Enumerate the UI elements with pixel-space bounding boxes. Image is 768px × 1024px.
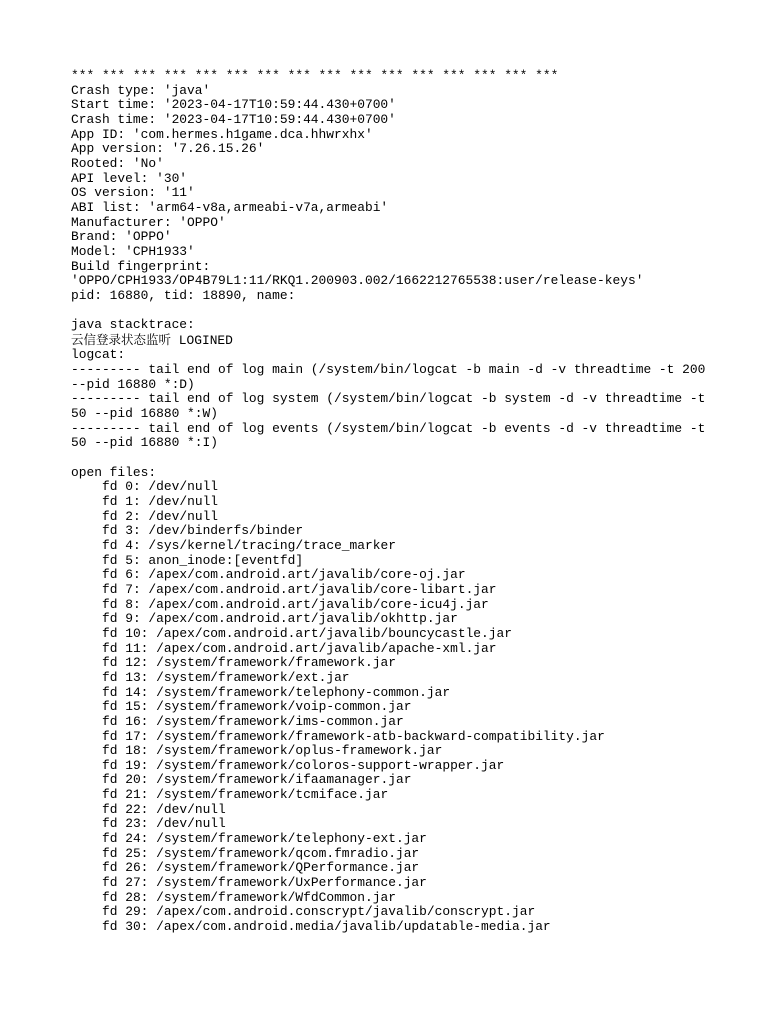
crash-info-line: Crash type: 'java' [71, 82, 211, 98]
open-file-entry: fd 10: /apex/com.android.art/javalib/bouncycastle.jar [102, 625, 512, 641]
open-file-entry: fd 24: /system/framework/telephony-ext.jar [102, 831, 427, 847]
crash-info-line: Crash time: '2023-04-17T10:59:44.430+0700' [71, 111, 396, 127]
crash-report-document [71, 69, 751, 935]
crash-info-line: Brand: 'OPPO' [71, 229, 172, 245]
open-file-entry: fd 8: /apex/com.android.art/javalib/core-icu4j.jar [102, 596, 489, 612]
separator-line: *** *** *** *** *** *** *** *** *** *** *** *** *** *** *** *** [71, 68, 559, 83]
stacktrace-label: java stacktrace: [71, 317, 195, 333]
open-file-entry: fd 16: /system/framework/ims-common.jar [102, 713, 404, 729]
logcat-line: --------- tail end of log main (/system/bin/logcat -b main -d -v threadtime -t 200 [71, 362, 706, 378]
blank-line [71, 451, 751, 466]
blank-line [71, 304, 751, 319]
crash-info-line: OS version: '11' [71, 185, 195, 201]
open-file-entry: fd 23: /dev/null [102, 816, 226, 832]
open-file-entry: fd 11: /apex/com.android.art/javalib/apache-xml.jar [102, 640, 497, 656]
open-file-entry: fd 3: /dev/binderfs/binder [102, 523, 304, 539]
crash-info-line: App version: '7.26.15.26' [71, 141, 265, 157]
logcat-block [71, 363, 751, 451]
open-file-entry: fd 0: /dev/null [102, 479, 219, 495]
open-file-entry: fd 6: /apex/com.android.art/javalib/core-oj.jar [102, 567, 466, 583]
open-file-entry: fd 30: /apex/com.android.media/javalib/updatable-media.jar [102, 919, 551, 935]
crash-info-line: Model: 'CPH1933' [71, 243, 195, 259]
open-files-list [71, 480, 751, 934]
crash-info-line: 'OPPO/CPH1933/OP4B79L1:11/RKQ1.200903.002/1662212765538:user/release-keys' [71, 273, 644, 289]
open-file-entry: fd 27: /system/framework/UxPerformance.jar [102, 875, 427, 891]
crash-info-line: Build fingerprint: [71, 258, 211, 274]
logcat-line: 50 --pid 16880 *:W) [71, 406, 218, 422]
open-file-entry: fd 14: /system/framework/telephony-common.jar [102, 684, 451, 700]
open-file-entry: fd 15: /system/framework/voip-common.jar [102, 699, 412, 715]
crash-info-line: App ID: 'com.hermes.h1game.dca.hhwrxhx' [71, 126, 373, 142]
logcat-label: logcat: [71, 347, 126, 363]
crash-info-block [71, 84, 751, 304]
open-file-entry: fd 2: /dev/null [102, 508, 219, 524]
open-file-entry: fd 13: /system/framework/ext.jar [102, 669, 350, 685]
open-file-entry: fd 7: /apex/com.android.art/javalib/core-libart.jar [102, 581, 497, 597]
crash-info-line: API level: '30' [71, 170, 188, 186]
logcat-line: --pid 16880 *:D) [71, 376, 195, 392]
crash-info-line: Manufacturer: 'OPPO' [71, 214, 226, 230]
open-file-entry: fd 20: /system/framework/ifaamanager.jar [102, 772, 412, 788]
logcat-line: 50 --pid 16880 *:I) [71, 435, 218, 451]
stacktrace-message-cjk: 云信登录状态监听 [71, 331, 172, 347]
open-file-entry: fd 26: /system/framework/QPerformance.jar [102, 860, 420, 876]
open-file-entry: fd 12: /system/framework/framework.jar [102, 655, 396, 671]
open-file-entry: fd 21: /system/framework/tcmiface.jar [102, 787, 389, 803]
logcat-line: --------- tail end of log events (/system/bin/logcat -b events -d -v threadtime -t [71, 420, 706, 436]
open-file-entry: fd 19: /system/framework/coloros-support-wrapper.jar [102, 757, 505, 773]
open-file-entry: fd 1: /dev/null [102, 494, 219, 509]
crash-info-line: pid: 16880, tid: 18890, name: [71, 287, 296, 303]
logcat-line: --------- tail end of log system (/system/bin/logcat -b system -d -v threadtime -t [71, 391, 706, 407]
stacktrace-message-status: LOGINED [171, 332, 233, 348]
open-file-entry: fd 28: /system/framework/WfdCommon.jar [102, 889, 396, 905]
open-file-entry: fd 18: /system/framework/oplus-framework.jar [102, 743, 443, 759]
stacktrace-message [71, 333, 751, 349]
open-file-entry: fd 9: /apex/com.android.art/javalib/okhttp.jar [102, 611, 458, 627]
open-file-entry: fd 29: /apex/com.android.conscrypt/javalib/conscrypt.jar [102, 904, 536, 920]
crash-info-line: Rooted: 'No' [71, 155, 164, 171]
open-file-entry: fd 25: /system/framework/qcom.fmradio.jar [102, 845, 420, 861]
crash-info-line: Start time: '2023-04-17T10:59:44.430+0700' [71, 97, 396, 113]
open-file-entry: fd 4: /sys/kernel/tracing/trace_marker [102, 537, 396, 553]
open-file-entry: fd 22: /dev/null [102, 801, 226, 817]
open-file-entry: fd 5: anon_inode:[eventfd] [102, 552, 304, 568]
open-files-label: open files: [71, 464, 157, 480]
open-file-entry: fd 17: /system/framework/framework-atb-backward-compatibility.jar [102, 728, 605, 744]
crash-info-line: ABI list: 'arm64-v8a,armeabi-v7a,armeabi' [71, 199, 389, 215]
